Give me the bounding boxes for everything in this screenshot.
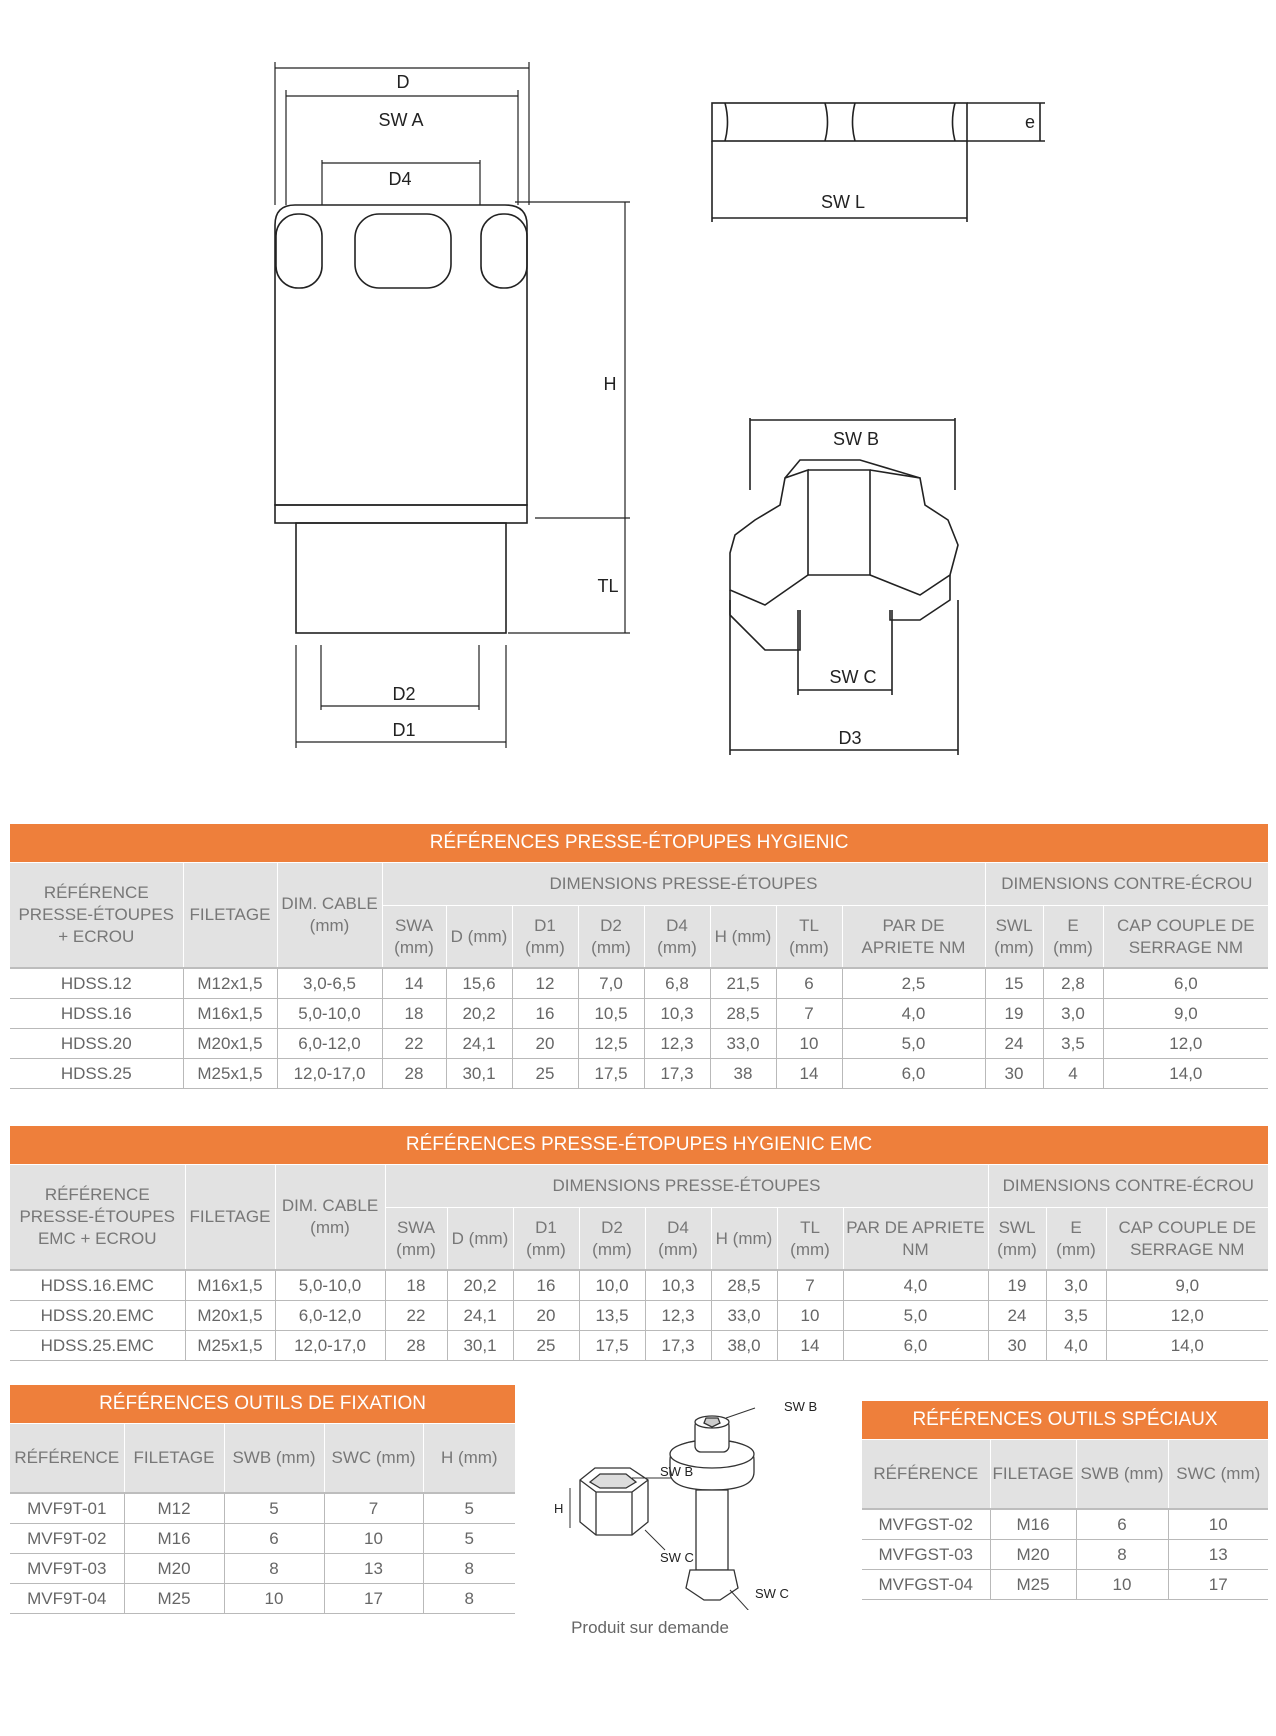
- table-cell: M16: [124, 1524, 224, 1554]
- table-row: [10, 1270, 1268, 1301]
- col-header-filetage: FILETAGE: [185, 1165, 275, 1271]
- table-cell: 3,0: [1043, 999, 1103, 1029]
- table-cell: 13: [1168, 1540, 1268, 1570]
- table-cell: MVFGST-02: [862, 1509, 990, 1540]
- table-cell: M12: [124, 1493, 224, 1524]
- table-cell: 12,0: [1103, 1029, 1268, 1059]
- table-cell: 20,2: [446, 999, 512, 1029]
- table-row: [10, 1493, 515, 1524]
- table-cell: 5: [224, 1493, 324, 1524]
- table-cell: 20: [512, 1029, 578, 1059]
- table-cell: M12x1,5: [183, 968, 277, 999]
- table-cell: 7: [776, 999, 842, 1029]
- table-row: [10, 1029, 1268, 1059]
- table-cell: MVFGST-03: [862, 1540, 990, 1570]
- group-header-nut: DIMENSIONS CONTRE-ÉCROU: [985, 863, 1268, 906]
- table-cell: MVF9T-04: [10, 1584, 124, 1614]
- col-header: D4 (mm): [645, 1208, 711, 1271]
- table-cell: 5: [423, 1493, 515, 1524]
- table-cell: 38,0: [711, 1331, 777, 1361]
- label-d: D: [396, 72, 410, 92]
- col-header-filetage: FILETAGE: [183, 863, 277, 969]
- table-cell: 9,0: [1106, 1270, 1268, 1301]
- table-cell: 17,5: [578, 1059, 644, 1089]
- col-header: H (mm): [710, 906, 776, 969]
- label-d3: D3: [838, 728, 862, 748]
- table-body: [10, 968, 1268, 1089]
- table-cell: 30: [985, 1059, 1043, 1089]
- table-cell: M16: [990, 1509, 1076, 1540]
- label-swb-right: SW B: [784, 1399, 818, 1414]
- label-swc-right: SW C: [755, 1586, 789, 1601]
- table-cell: 7: [777, 1270, 843, 1301]
- table-cell: 20: [513, 1301, 579, 1331]
- table-row: [10, 968, 1268, 999]
- group-header-gland: DIMENSIONS PRESSE-ÉTOUPES: [382, 863, 985, 906]
- col-header: D4 (mm): [644, 906, 710, 969]
- tool-illustrations: [540, 1390, 850, 1610]
- col-header-reference: RÉFÉRENCE PRESSE-ÉTOUPES + ECROU: [10, 863, 183, 969]
- col-header-filetage: FILETAGE: [990, 1440, 1076, 1510]
- table-cell: HDSS.25: [10, 1059, 183, 1089]
- table-cell: 3,0: [1046, 1270, 1106, 1301]
- table-title: RÉFÉRENCES PRESSE-ÉTOPUPES HYGIENIC: [10, 824, 1268, 863]
- table-cell: 10: [776, 1029, 842, 1059]
- key-tool-view: [730, 418, 958, 755]
- table-cell: M20x1,5: [183, 1029, 277, 1059]
- table-cell: 16: [512, 999, 578, 1029]
- table-cell: 28: [382, 1059, 446, 1089]
- col-header-filetage: FILETAGE: [124, 1424, 224, 1494]
- col-header: TL (mm): [777, 1208, 843, 1271]
- table-cell: 4,0: [843, 1270, 988, 1301]
- table-cell: 6,0: [843, 1331, 988, 1361]
- label-swa: SW A: [378, 110, 424, 130]
- table-cell: 22: [382, 1029, 446, 1059]
- table-cell: 12: [512, 968, 578, 999]
- table-cell: 10,5: [578, 999, 644, 1029]
- table-cell: 4,0: [1046, 1331, 1106, 1361]
- table-cell: 18: [385, 1270, 447, 1301]
- col-header: CAP COUPLE DE SERRAGE NM: [1103, 906, 1268, 969]
- table-cell: 3,5: [1046, 1301, 1106, 1331]
- table-cell: 15,6: [446, 968, 512, 999]
- table-cell: 16: [513, 1270, 579, 1301]
- table-cell: M20x1,5: [185, 1301, 275, 1331]
- col-header: SWL (mm): [985, 906, 1043, 969]
- col-header: SWA (mm): [385, 1208, 447, 1271]
- table-cell: 5,0-10,0: [275, 1270, 385, 1301]
- table-cell: 19: [988, 1270, 1046, 1301]
- table-hygienic-emc: [10, 1126, 1268, 1361]
- lock-nut-side-view: [712, 103, 1045, 222]
- table-cell: M16x1,5: [185, 1270, 275, 1301]
- table-cell: 17,5: [579, 1331, 645, 1361]
- col-header: PAR DE APRIETE NM: [843, 1208, 988, 1271]
- table-cell: 8: [423, 1554, 515, 1584]
- footnote: Produit sur demande: [571, 1618, 729, 1637]
- table-cell: 33,0: [710, 1029, 776, 1059]
- table-body: [10, 1493, 515, 1614]
- col-header: CAP COUPLE DE SERRAGE NM: [1106, 1208, 1268, 1271]
- col-header: SWL (mm): [988, 1208, 1046, 1271]
- table-cell: 17,3: [645, 1331, 711, 1361]
- table-cell: 6,8: [644, 968, 710, 999]
- table-cell: 22: [385, 1301, 447, 1331]
- table-cell: 24: [985, 1029, 1043, 1059]
- table-cell: 10: [777, 1301, 843, 1331]
- label-swb: SW B: [832, 429, 880, 449]
- table-cell: 3,5: [1043, 1029, 1103, 1059]
- table-cell: MVF9T-02: [10, 1524, 124, 1554]
- label-swc-left: SW C: [660, 1550, 694, 1565]
- table-cell: 13,5: [579, 1301, 645, 1331]
- table-cell: 10: [1168, 1509, 1268, 1540]
- table-title: RÉFÉRENCES PRESSE-ÉTOPUPES HYGIENIC EMC: [10, 1126, 1268, 1165]
- table-cell: 14: [776, 1059, 842, 1089]
- table-cell: 10: [324, 1524, 423, 1554]
- table-cell: 10,3: [645, 1270, 711, 1301]
- table-row: [10, 1554, 515, 1584]
- table-cell: 6: [776, 968, 842, 999]
- table-row: [10, 999, 1268, 1029]
- table-cell: 4: [1043, 1059, 1103, 1089]
- col-header: D (mm): [446, 906, 512, 969]
- table-cell: 20,2: [447, 1270, 513, 1301]
- table-cell: M25: [124, 1584, 224, 1614]
- table-cell: HDSS.20: [10, 1029, 183, 1059]
- table-cell: M25x1,5: [185, 1331, 275, 1361]
- col-header: D1 (mm): [512, 906, 578, 969]
- col-header: PAR DE APRIETE NM: [842, 906, 985, 969]
- table-fixing-tools: [10, 1385, 515, 1614]
- drawing-labels: [378, 72, 1035, 748]
- table-cell: 28,5: [710, 999, 776, 1029]
- table-cell: 5: [423, 1524, 515, 1554]
- table-cell: MVF9T-01: [10, 1493, 124, 1524]
- table-cell: 3,0-6,5: [277, 968, 382, 999]
- table-cell: 7: [324, 1493, 423, 1524]
- label-h-left: H: [554, 1501, 564, 1516]
- table-cell: HDSS.20.EMC: [10, 1301, 185, 1331]
- table-cell: 2,5: [842, 968, 985, 999]
- table-cell: 17: [1168, 1570, 1268, 1600]
- table-cell: 4,0: [842, 999, 985, 1029]
- table-cell: 8: [224, 1554, 324, 1584]
- fixing-tool-drawing: [570, 1468, 690, 1550]
- col-header-cable: DIM. CABLE (mm): [277, 863, 382, 969]
- table-row: [862, 1540, 1268, 1570]
- table-cell: HDSS.16.EMC: [10, 1270, 185, 1301]
- table-special-tools: [862, 1401, 1268, 1600]
- table-cell: 10,3: [644, 999, 710, 1029]
- table-cell: 2,8: [1043, 968, 1103, 999]
- table-cell: 12,3: [645, 1301, 711, 1331]
- table-body: [10, 1270, 1268, 1361]
- group-header-gland: DIMENSIONS PRESSE-ÉTOUPES: [385, 1165, 988, 1208]
- label-swl: SW L: [820, 192, 866, 212]
- table-cell: 10,0: [579, 1270, 645, 1301]
- col-header: D1 (mm): [513, 1208, 579, 1271]
- table-cell: 18: [382, 999, 446, 1029]
- table-cell: 10: [224, 1584, 324, 1614]
- table-cell: M20: [124, 1554, 224, 1584]
- table-cell: 9,0: [1103, 999, 1268, 1029]
- table-cell: 30,1: [446, 1059, 512, 1089]
- table-cell: 8: [1076, 1540, 1168, 1570]
- table-cell: 24,1: [447, 1301, 513, 1331]
- col-header-reference: RÉFÉRENCE: [862, 1440, 990, 1510]
- col-header-swc: SWC (mm): [1168, 1440, 1268, 1510]
- table-cell: HDSS.16: [10, 999, 183, 1029]
- table-cell: 6,0: [1103, 968, 1268, 999]
- table-title: RÉFÉRENCES OUTILS DE FIXATION: [10, 1385, 515, 1424]
- table-cell: 10: [1076, 1570, 1168, 1600]
- col-header: E (mm): [1046, 1208, 1106, 1271]
- table-cell: 33,0: [711, 1301, 777, 1331]
- table-cell: 28: [385, 1331, 447, 1361]
- col-header-reference: RÉFÉRENCE PRESSE-ÉTOUPES EMC + ECROU: [10, 1165, 185, 1271]
- technical-drawing: [0, 0, 1276, 760]
- label-d1: D1: [392, 720, 416, 740]
- col-header-h: H (mm): [423, 1424, 515, 1494]
- col-header: D (mm): [447, 1208, 513, 1271]
- gland-side-view: [275, 205, 527, 633]
- table-cell: 30,1: [447, 1331, 513, 1361]
- table-cell: 28,5: [711, 1270, 777, 1301]
- table-cell: M25x1,5: [183, 1059, 277, 1089]
- table-cell: 14: [777, 1331, 843, 1361]
- group-header-nut: DIMENSIONS CONTRE-ÉCROU: [988, 1165, 1268, 1208]
- table-cell: 8: [423, 1584, 515, 1614]
- table-row: [862, 1509, 1268, 1540]
- table-cell: MVFGST-04: [862, 1570, 990, 1600]
- table-cell: 5,0-10,0: [277, 999, 382, 1029]
- table-cell: 5,0: [843, 1301, 988, 1331]
- table-cell: 17: [324, 1584, 423, 1614]
- label-tl: TL: [597, 576, 619, 596]
- label-d2: D2: [392, 684, 416, 704]
- table-row: [10, 1584, 515, 1614]
- table-cell: 6: [224, 1524, 324, 1554]
- table-cell: 14: [382, 968, 446, 999]
- table-cell: 13: [324, 1554, 423, 1584]
- table-hygienic: [10, 824, 1268, 1089]
- table-row: [10, 1301, 1268, 1331]
- col-header-cable: DIM. CABLE (mm): [275, 1165, 385, 1271]
- col-header: D2 (mm): [579, 1208, 645, 1271]
- col-header: D2 (mm): [578, 906, 644, 969]
- table-cell: 12,0-17,0: [275, 1331, 385, 1361]
- table-cell: 21,5: [710, 968, 776, 999]
- table-cell: 15: [985, 968, 1043, 999]
- label-swb-left: SW B: [660, 1464, 694, 1479]
- col-header-swb: SWB (mm): [224, 1424, 324, 1494]
- table-row: [10, 1059, 1268, 1089]
- table-title: RÉFÉRENCES OUTILS SPÉCIAUX: [862, 1401, 1268, 1440]
- table-cell: 24: [988, 1301, 1046, 1331]
- dimension-lines: [275, 62, 630, 748]
- col-header-swc: SWC (mm): [324, 1424, 423, 1494]
- table-cell: 19: [985, 999, 1043, 1029]
- table-cell: 6,0: [842, 1059, 985, 1089]
- table-cell: 17,3: [644, 1059, 710, 1089]
- table-cell: 12,0-17,0: [277, 1059, 382, 1089]
- table-cell: HDSS.25.EMC: [10, 1331, 185, 1361]
- special-tool-drawing: [670, 1408, 755, 1610]
- table-cell: 6: [1076, 1509, 1168, 1540]
- table-cell: M25: [990, 1570, 1076, 1600]
- table-row: [10, 1524, 515, 1554]
- table-cell: 12,5: [578, 1029, 644, 1059]
- table-row: [10, 1331, 1268, 1361]
- label-d4: D4: [388, 169, 412, 189]
- table-cell: 14,0: [1103, 1059, 1268, 1089]
- table-cell: 12,3: [644, 1029, 710, 1059]
- table-cell: HDSS.12: [10, 968, 183, 999]
- table-cell: 25: [512, 1059, 578, 1089]
- col-header: TL (mm): [776, 906, 842, 969]
- col-header: SWA (mm): [382, 906, 446, 969]
- table-cell: 30: [988, 1331, 1046, 1361]
- table-cell: 6,0-12,0: [277, 1029, 382, 1059]
- col-header: H (mm): [711, 1208, 777, 1271]
- table-cell: MVF9T-03: [10, 1554, 124, 1584]
- table-row: [862, 1570, 1268, 1600]
- table-cell: 7,0: [578, 968, 644, 999]
- table-cell: M20: [990, 1540, 1076, 1570]
- col-header: E (mm): [1043, 906, 1103, 969]
- col-header-swb: SWB (mm): [1076, 1440, 1168, 1510]
- table-body: [862, 1509, 1268, 1600]
- col-header-reference: RÉFÉRENCE: [10, 1424, 124, 1494]
- table-cell: 12,0: [1106, 1301, 1268, 1331]
- table-cell: 6,0-12,0: [275, 1301, 385, 1331]
- label-h: H: [603, 374, 617, 394]
- label-e: e: [1024, 112, 1036, 132]
- table-cell: 24,1: [446, 1029, 512, 1059]
- table-cell: 5,0: [842, 1029, 985, 1059]
- label-swc: SW C: [829, 667, 877, 687]
- table-cell: 14,0: [1106, 1331, 1268, 1361]
- table-cell: 25: [513, 1331, 579, 1361]
- table-cell: M16x1,5: [183, 999, 277, 1029]
- table-cell: 38: [710, 1059, 776, 1089]
